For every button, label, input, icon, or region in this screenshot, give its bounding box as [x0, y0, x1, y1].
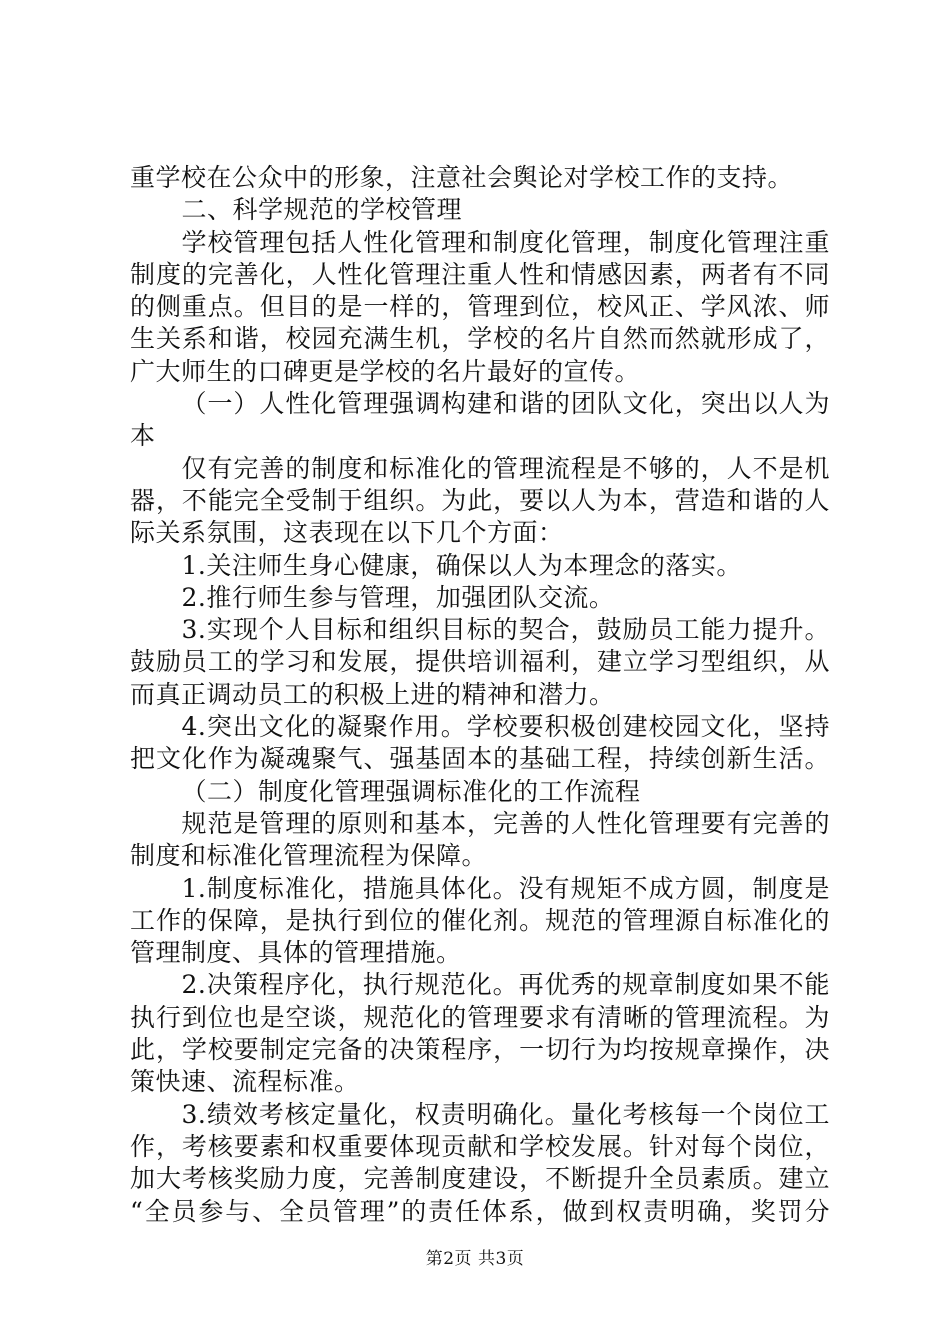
text-line: 际关系氛围，这表现在以下几个方面： — [130, 518, 564, 548]
text-line: 1.制度标准化，措施具体化。没有规矩不成方圆，制度是 — [181, 873, 830, 903]
text-line: 2.决策程序化，执行规范化。再优秀的规章制度如果不能 — [181, 970, 830, 1000]
text-line: 仅有完善的制度和标准化的管理流程是不够的，人不是机 — [181, 453, 830, 483]
text-line: 重学校在公众中的形象，注意社会舆论对学校工作的支持。 — [130, 163, 794, 192]
text-line: 4.突出文化的凝聚作用。学校要积极创建校园文化，坚持 — [181, 712, 830, 742]
text-line: 鼓励员工的学习和发展，提供培训福利，建立学习型组织，从 — [130, 647, 830, 677]
text-line: 本 — [130, 421, 156, 451]
text-line: 此，学校要制定完备的决策程序，一切行为均按规章操作，决 — [130, 1035, 830, 1065]
text-line: 3.实现个人目标和组织目标的契合，鼓励员工能力提升。 — [181, 615, 830, 645]
text-line: 制度的完善化，人性化管理注重人性和情感因素，两者有不同 — [130, 259, 830, 289]
text-line: 二、科学规范的学校管理 — [181, 195, 463, 225]
text-line: 工作的保障，是执行到位的催化剂。规范的管理源自标准化的 — [130, 905, 830, 935]
text-line: 把文化作为凝魂聚气、强基固本的基础工程，持续创新生活。 — [130, 744, 830, 774]
text-line: 3.绩效考核定量化，权责明确化。量化考核每一个岗位工 — [181, 1099, 830, 1129]
text-line: 策快速、流程标准。 — [130, 1067, 360, 1097]
text-line: 生关系和谐，校园充满生机，学校的名片自然而然就形成了， — [130, 324, 830, 354]
text-line: 广大师生的口碑更是学校的名片最好的宣传。 — [130, 356, 641, 386]
text-line: 而真正调动员工的积极上进的精神和潜力。 — [130, 679, 615, 709]
text-line: 器，不能完全受制于组织。为此，要以人为本，营造和谐的人 — [130, 485, 830, 515]
text-line: 规范是管理的原则和基本，完善的人性化管理要有完善的 — [181, 808, 830, 838]
text-line: （一）人性化管理强调构建和谐的团队文化，突出以人为 — [181, 389, 830, 419]
text-line: 加大考核奖励力度，完善制度建设，不断提升全员素质。建立 — [130, 1164, 830, 1194]
text-line: 执行到位也是空谈，规范化的管理要求有清晰的管理流程。为 — [130, 1002, 830, 1032]
text-line: 1.关注师生身心健康，确保以人为本理念的落实。 — [181, 550, 742, 580]
document-body — [130, 162, 830, 1228]
text-line: 的侧重点。但目的是一样的，管理到位，校风正、学风浓、师 — [130, 292, 830, 322]
text-line: 学校管理包括人性化管理和制度化管理，制度化管理注重 — [181, 227, 830, 257]
text-line: 2.推行师生参与管理，加强团队交流。 — [181, 582, 615, 612]
text-line: 管理制度、具体的管理措施。 — [130, 938, 462, 968]
text-line: 制度和标准化管理流程为保障。 — [130, 841, 488, 871]
text-line: 作，考核要素和权重要体现贡献和学校发展。针对每个岗位， — [130, 1131, 830, 1161]
page-footer: 第2页 共3页 — [425, 1249, 525, 1269]
text-line: （二）制度化管理强调标准化的工作流程 — [181, 776, 641, 806]
text-line: “全员参与、全员管理”的责任体系，做到权责明确，奖罚分 — [130, 1196, 830, 1226]
